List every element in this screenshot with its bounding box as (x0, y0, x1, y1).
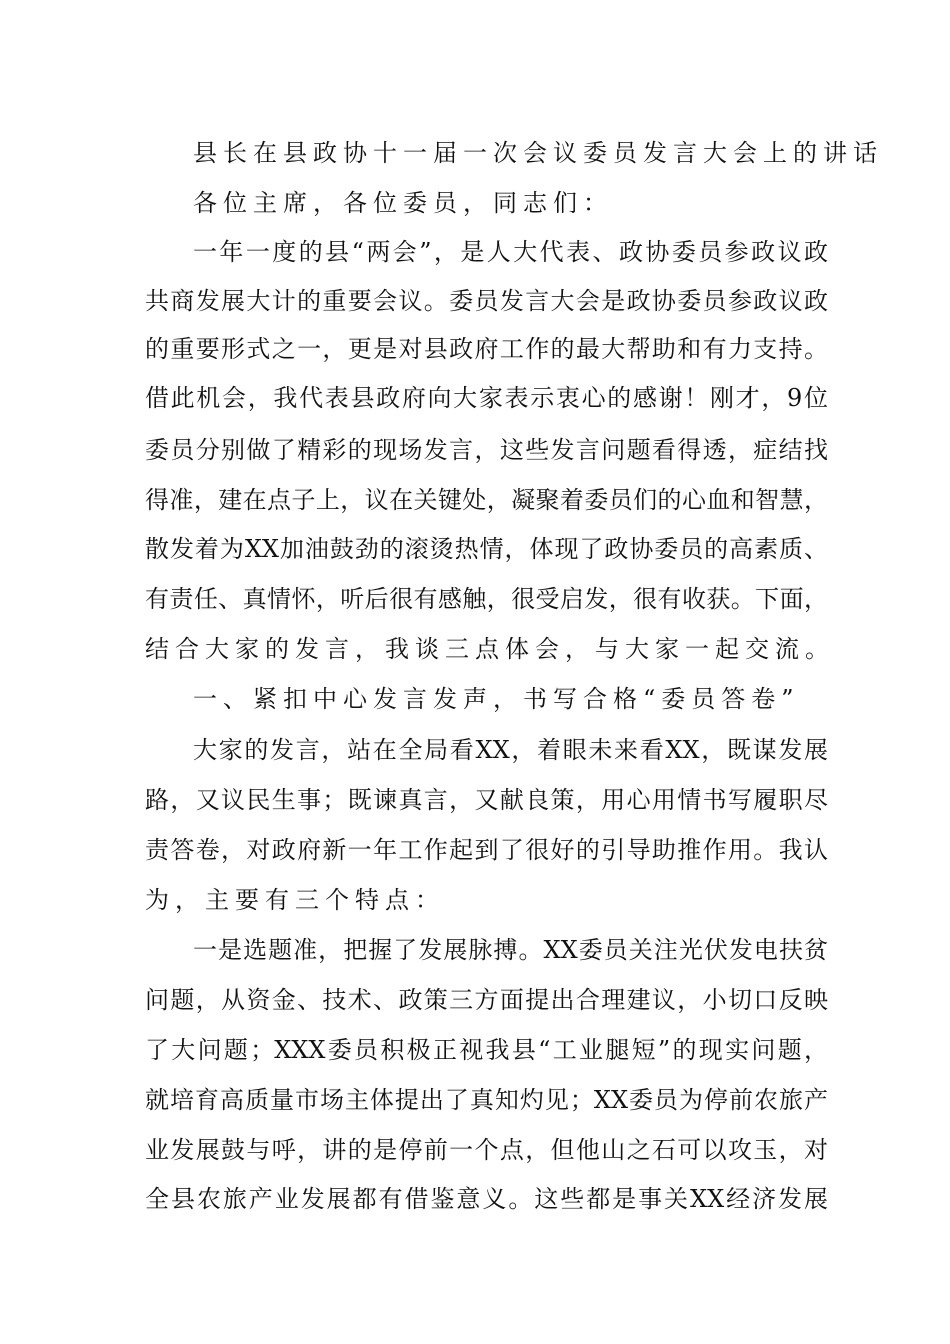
section-heading: 一、紧扣中心发言发声，书写合格“委员答卷” (193, 685, 800, 713)
document-title: 县长在县政协十一届一次会议委员发言大会上的讲话 (193, 139, 883, 167)
text-line: 就培育高质量市场主体提出了真知灼见；XX委员为停前农旅产 (145, 1086, 828, 1114)
text-line: 全县农旅产业发展都有借鉴意义。这些都是事关XX经济发展 (145, 1185, 828, 1213)
text-line: 一是选题准，把握了发展脉搏。XX委员关注光伏发电扶贫 (193, 936, 828, 964)
text-line: 问题，从资金、技术、政策三方面提出合理建议，小切口反映 (145, 986, 828, 1014)
text-line: 共商发展大计的重要会议。委员发言大会是政协委员参政议政 (145, 287, 828, 315)
text-line: 的重要形式之一，更是对县政府工作的最大帮助和有力支持。 (145, 335, 828, 363)
text-line: 路，又议民生事；既谏真言，又献良策，用心用情书写履职尽 (145, 786, 828, 814)
text-line: 业发展鼓与呼，讲的是停前一个点，但他山之石可以攻玉，对 (145, 1136, 828, 1164)
text-line: 结合大家的发言，我谈三点体会，与大家一起交流。 (145, 635, 835, 663)
text-line: 借此机会，我代表县政府向大家表示衷心的感谢！刚才，9位 (145, 384, 828, 412)
text-line: 得准，建在点子上，议在关键处，凝聚着委员们的心血和智慧， (145, 486, 828, 514)
text-line: 散发着为XX加油鼓劲的滚烫热情，体现了政协委员的高素质、 (145, 535, 828, 563)
text-line: 一年一度的县“两会”，是人大代表、政协委员参政议政 (193, 238, 828, 266)
text-line: 有责任、真情怀，听后很有感触，很受启发，很有收获。下面， (145, 585, 828, 613)
text-line: 大家的发言，站在全局看XX，着眼未来看XX，既谋发展 (193, 736, 828, 764)
text-line: 为，主要有三个特点： (145, 886, 445, 914)
text-line: 了大问题；XXX委员积极正视我县“工业腿短”的现实问题， (145, 1036, 828, 1064)
text-line: 委员分别做了精彩的现场发言，这些发言问题看得透，症结找 (145, 436, 828, 464)
salutation: 各位主席，各位委员，同志们： (193, 189, 613, 217)
text-line: 责答卷，对政府新一年工作起到了很好的引导助推作用。我认 (145, 836, 828, 864)
